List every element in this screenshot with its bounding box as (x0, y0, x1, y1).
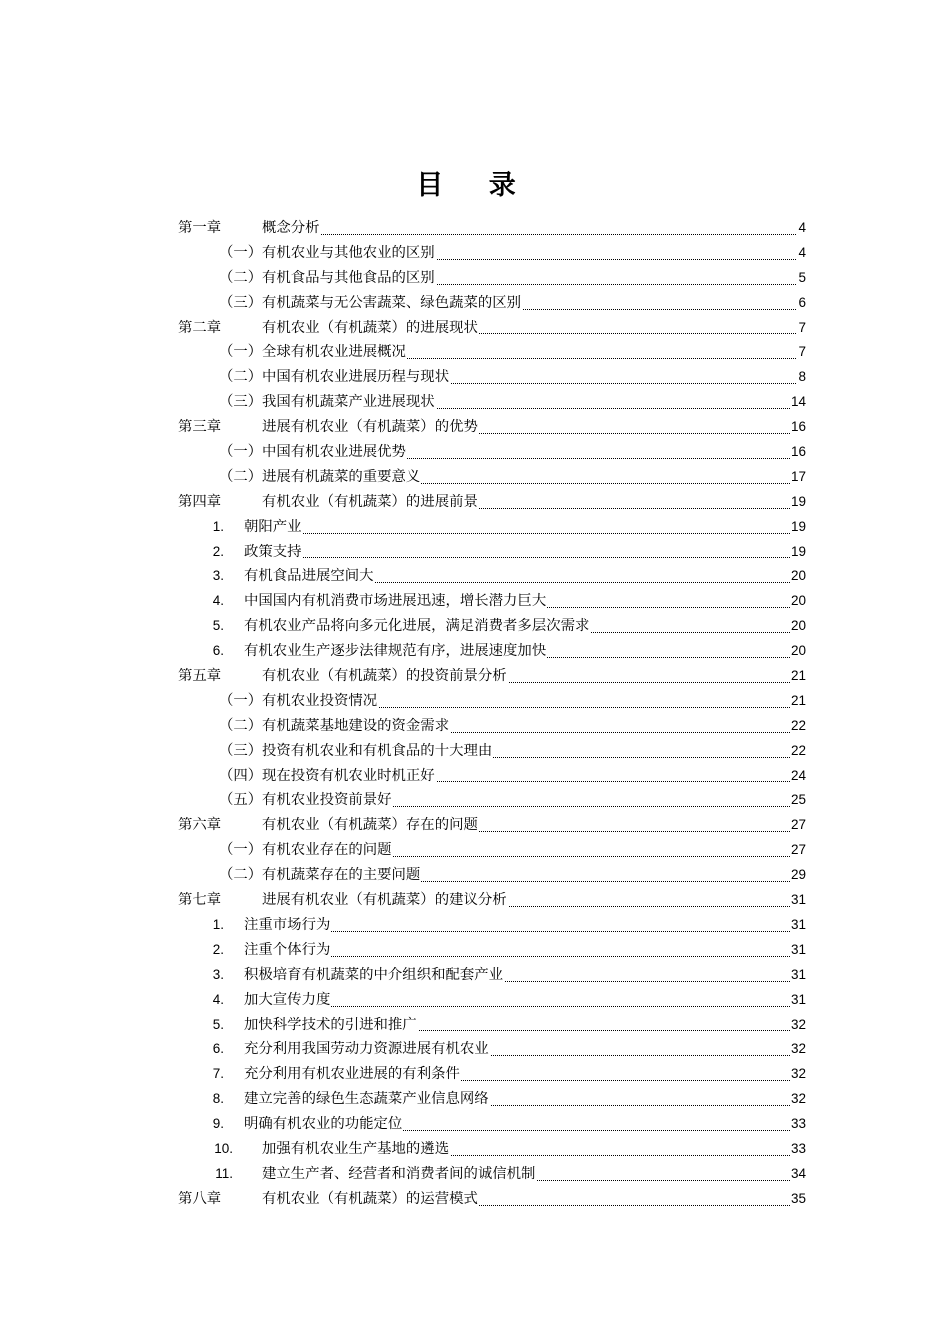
toc-entry-page-number: 32 (790, 1062, 806, 1087)
toc-entry-page-number: 31 (790, 888, 806, 913)
toc-entry-page-number: 7 (797, 340, 806, 365)
toc-entry-number: 3. (212, 568, 224, 584)
toc-entry-number: （二） (219, 468, 263, 485)
toc-entry-title: 进展有机农业（有机蔬菜）的建议分析 (262, 888, 508, 913)
toc-entry-page-number: 33 (790, 1137, 806, 1162)
toc-entry-number: （一） (219, 692, 263, 709)
toc-entry-title: 有机蔬菜基地建设的资金需求 (262, 714, 450, 739)
toc-entry-number: 第七章 (178, 892, 222, 909)
toc-entry-page-number: 31 (790, 963, 806, 988)
toc-entry-number: （三） (219, 742, 263, 759)
toc-entry-title: 政策支持 (244, 540, 303, 565)
toc-entry-title: 加大宣传力度 (244, 988, 331, 1013)
toc-entry-number[interactable] (0, 913, 950, 938)
toc-entry-title: 进展有机农业（有机蔬菜）的优势 (262, 415, 479, 440)
toc-entry-number: （二） (219, 369, 263, 386)
toc-entry-title: 建立生产者、经营者和消费者间的诚信机制 (262, 1162, 536, 1187)
toc-entry-chapter[interactable] (0, 216, 950, 241)
toc-entry-paren[interactable] (0, 340, 950, 365)
toc-entry-title: 投资有机农业和有机食品的十大理由 (262, 739, 493, 764)
toc-entry-number: 第六章 (178, 817, 222, 834)
toc-entry-number[interactable] (0, 1112, 950, 1137)
toc-entry-page-number: 4 (797, 241, 806, 266)
toc-entry-page-number: 29 (790, 863, 806, 888)
toc-entry-title: 有机农业（有机蔬菜）的投资前景分析 (262, 664, 508, 689)
toc-entry-paren[interactable] (0, 440, 950, 465)
toc-entry-paren[interactable] (0, 266, 950, 291)
toc-dot-leader (244, 540, 800, 565)
toc-entry-number: 6. (212, 1041, 224, 1057)
toc-entry-number[interactable] (0, 540, 950, 565)
toc-entry-page-number: 22 (790, 714, 806, 739)
toc-entry-number: 9. (212, 1116, 224, 1132)
toc-entry-title: 朝阳产业 (244, 515, 303, 540)
toc-entry-chapter[interactable] (0, 664, 950, 689)
toc-entry-number2[interactable] (0, 1137, 950, 1162)
toc-entry-title: 概念分析 (262, 216, 321, 241)
toc-entry-number: （三） (219, 394, 263, 411)
toc-entry-page-number: 31 (790, 913, 806, 938)
toc-entry-page-number: 20 (790, 639, 806, 664)
toc-entry-page-number: 16 (790, 440, 806, 465)
toc-entry-title: 明确有机农业的功能定位 (244, 1112, 403, 1137)
toc-entry-title: 有机农业（有机蔬菜）的运营模式 (262, 1187, 479, 1212)
toc-entry-title: 中国国内有机消费市场进展迅速，增长潜力巨大 (244, 589, 547, 614)
toc-entry-title: 有机农业存在的问题 (262, 838, 393, 863)
toc-entry-page-number: 25 (790, 788, 806, 813)
toc-entry-paren[interactable] (0, 689, 950, 714)
toc-entry-page-number: 20 (790, 589, 806, 614)
toc-entry-title: 加快科学技术的引进和推广 (244, 1013, 418, 1038)
toc-entry-number: 1. (212, 916, 224, 932)
toc-entry-number: （一） (219, 244, 263, 261)
toc-entry-title: 有机农业投资前景好 (262, 788, 393, 813)
toc-entry-page-number: 19 (790, 490, 806, 515)
toc-dot-leader (244, 515, 800, 540)
toc-entry-title: 有机食品与其他食品的区别 (262, 266, 436, 291)
toc-entry-page-number: 33 (790, 1112, 806, 1137)
toc-entry-page-number: 31 (790, 988, 806, 1013)
toc-entry-number[interactable] (0, 963, 950, 988)
toc-entry-page-number: 32 (790, 1087, 806, 1112)
toc-entry-number2[interactable] (0, 1162, 950, 1187)
toc-entry-chapter[interactable] (0, 316, 950, 341)
toc-entry-number: （二） (219, 867, 263, 884)
toc-entry-page-number: 35 (790, 1187, 806, 1212)
toc-entry-title: 现在投资有机农业时机正好 (262, 764, 436, 789)
toc-entry-title: 中国有机农业进展优势 (262, 440, 407, 465)
toc-entry-number[interactable] (0, 1062, 950, 1087)
toc-entry-title: 有机农业生产逐步法律规范有序，进展速度加快 (244, 639, 547, 664)
toc-entry-number[interactable] (0, 1013, 950, 1038)
toc-entry-number[interactable] (0, 1037, 950, 1062)
toc-entry-number[interactable] (0, 938, 950, 963)
toc-entry-page-number: 20 (790, 614, 806, 639)
toc-entry-paren[interactable] (0, 241, 950, 266)
toc-entry-number: 8. (212, 1091, 224, 1107)
toc-entry-number[interactable] (0, 564, 950, 589)
toc-entry-chapter[interactable] (0, 490, 950, 515)
toc-entry-page-number: 6 (797, 291, 806, 316)
toc-entry-page-number: 4 (797, 216, 806, 241)
toc-entry-chapter[interactable] (0, 415, 950, 440)
toc-entry-number: 3. (212, 966, 224, 982)
toc-entry-page-number: 16 (790, 415, 806, 440)
toc-entry-paren[interactable] (0, 291, 950, 316)
toc-entry-number: 7. (212, 1066, 224, 1082)
toc-entry-title: 充分利用有机农业进展的有利条件 (244, 1062, 461, 1087)
toc-entry-page-number: 24 (790, 764, 806, 789)
toc-entry-number: 5. (212, 618, 224, 634)
toc-entry-paren[interactable] (0, 764, 950, 789)
toc-entry-number: 2. (212, 941, 224, 957)
toc-entry-paren[interactable] (0, 465, 950, 490)
toc-entry-title: 建立完善的绿色生态蔬菜产业信息网络 (244, 1087, 490, 1112)
toc-entry-title: 注重市场行为 (244, 913, 331, 938)
toc-entry-page-number: 7 (797, 316, 806, 341)
toc-entry-title: 有机蔬菜存在的主要问题 (262, 863, 421, 888)
toc-entry-title: 有机农业投资情况 (262, 689, 378, 714)
toc-entry-page-number: 32 (790, 1037, 806, 1062)
toc-entry-number: （五） (219, 792, 263, 809)
toc-entry-page-number: 21 (790, 689, 806, 714)
toc-entry-title: 全球有机农业进展概况 (262, 340, 407, 365)
toc-entry-page-number: 27 (790, 813, 806, 838)
toc-entry-number: 6. (212, 643, 224, 659)
toc-entry-number: 2. (212, 543, 224, 559)
toc-entry-title: 加强有机农业生产基地的遴选 (262, 1137, 450, 1162)
toc-entry-paren[interactable] (0, 714, 950, 739)
toc-entry-page-number: 27 (790, 838, 806, 863)
toc-entry-page-number: 31 (790, 938, 806, 963)
toc-entry-title: 有机农业（有机蔬菜）的进展现状 (262, 316, 479, 341)
toc-entry-number: （四） (219, 767, 263, 784)
toc-entry-title: 有机农业（有机蔬菜）存在的问题 (262, 813, 479, 838)
toc-entry-number: （一） (219, 344, 263, 361)
toc-entry-number[interactable] (0, 589, 950, 614)
toc-entry-number: （二） (219, 717, 263, 734)
toc-entry-number: 第八章 (178, 1190, 222, 1207)
toc-entry-number: 4. (212, 991, 224, 1007)
toc-entry-title: 有机蔬菜与无公害蔬菜、绿色蔬菜的区别 (262, 291, 522, 316)
toc-entry-number: （一） (219, 444, 263, 461)
toc-title: 目 录 (416, 170, 534, 201)
toc-entry-number: 第二章 (178, 319, 222, 336)
toc-entry-page-number: 14 (790, 390, 806, 415)
toc-entry-page-number: 20 (790, 564, 806, 589)
toc-entry-number: 第三章 (178, 419, 222, 436)
toc-entry-number: （一） (219, 842, 263, 859)
toc-entry-page-number: 22 (790, 739, 806, 764)
toc-entry-number: 第一章 (178, 220, 222, 236)
toc-entry-page-number: 19 (790, 515, 806, 540)
toc-entry-number[interactable] (0, 639, 950, 664)
toc-entry-number[interactable] (0, 988, 950, 1013)
toc-entry-number: （二） (219, 269, 263, 286)
toc-entry-title: 充分利用我国劳动力资源进展有机农业 (244, 1037, 490, 1062)
toc-entry-title: 中国有机农业进展历程与现状 (262, 365, 450, 390)
toc-entry-chapter[interactable] (0, 1187, 950, 1212)
toc-entry-number: （三） (219, 294, 263, 311)
toc-entry-title: 有机农业（有机蔬菜）的进展前景 (262, 490, 479, 515)
toc-entry-paren[interactable] (0, 838, 950, 863)
toc-entry-chapter[interactable] (0, 888, 950, 913)
toc-entry-paren[interactable] (0, 863, 950, 888)
toc-entry-number: 第五章 (178, 668, 222, 685)
toc-list (0, 216, 950, 1212)
toc-entry-page-number: 8 (797, 365, 806, 390)
toc-entry-paren[interactable] (0, 390, 950, 415)
toc-entry-paren[interactable] (0, 739, 950, 764)
toc-entry-page-number: 34 (790, 1162, 806, 1187)
toc-entry-title: 注重个体行为 (244, 938, 331, 963)
toc-entry-title: 我国有机蔬菜产业进展现状 (262, 390, 436, 415)
toc-entry-page-number: 21 (790, 664, 806, 689)
toc-entry-number: 10. (214, 1140, 233, 1156)
toc-entry-number[interactable] (0, 614, 950, 639)
toc-entry-title: 有机农业与其他农业的区别 (262, 241, 436, 266)
toc-entry-title: 有机食品进展空间大 (244, 564, 375, 589)
toc-entry-number: 4. (212, 593, 224, 609)
toc-entry-title: 有机农业产品将向多元化进展，满足消费者多层次需求 (244, 614, 590, 639)
toc-entry-number[interactable] (0, 515, 950, 540)
toc-entry-page-number: 19 (790, 540, 806, 565)
toc-entry-page-number: 5 (797, 266, 806, 291)
toc-entry-paren[interactable] (0, 788, 950, 813)
toc-entry-chapter[interactable] (0, 813, 950, 838)
toc-entry-paren[interactable] (0, 365, 950, 390)
toc-dot-leader (262, 216, 800, 241)
toc-entry-number: 第四章 (178, 493, 222, 510)
toc-entry-page-number: 32 (790, 1013, 806, 1038)
toc-entry-title: 进展有机蔬菜的重要意义 (262, 465, 421, 490)
toc-entry-title: 积极培育有机蔬菜的中介组织和配套产业 (244, 963, 504, 988)
toc-entry-number: 1. (212, 518, 224, 534)
toc-entry-page-number: 17 (790, 465, 806, 490)
toc-entry-number: 11. (215, 1165, 233, 1181)
toc-entry-number[interactable] (0, 1087, 950, 1112)
toc-entry-number: 5. (212, 1016, 224, 1032)
